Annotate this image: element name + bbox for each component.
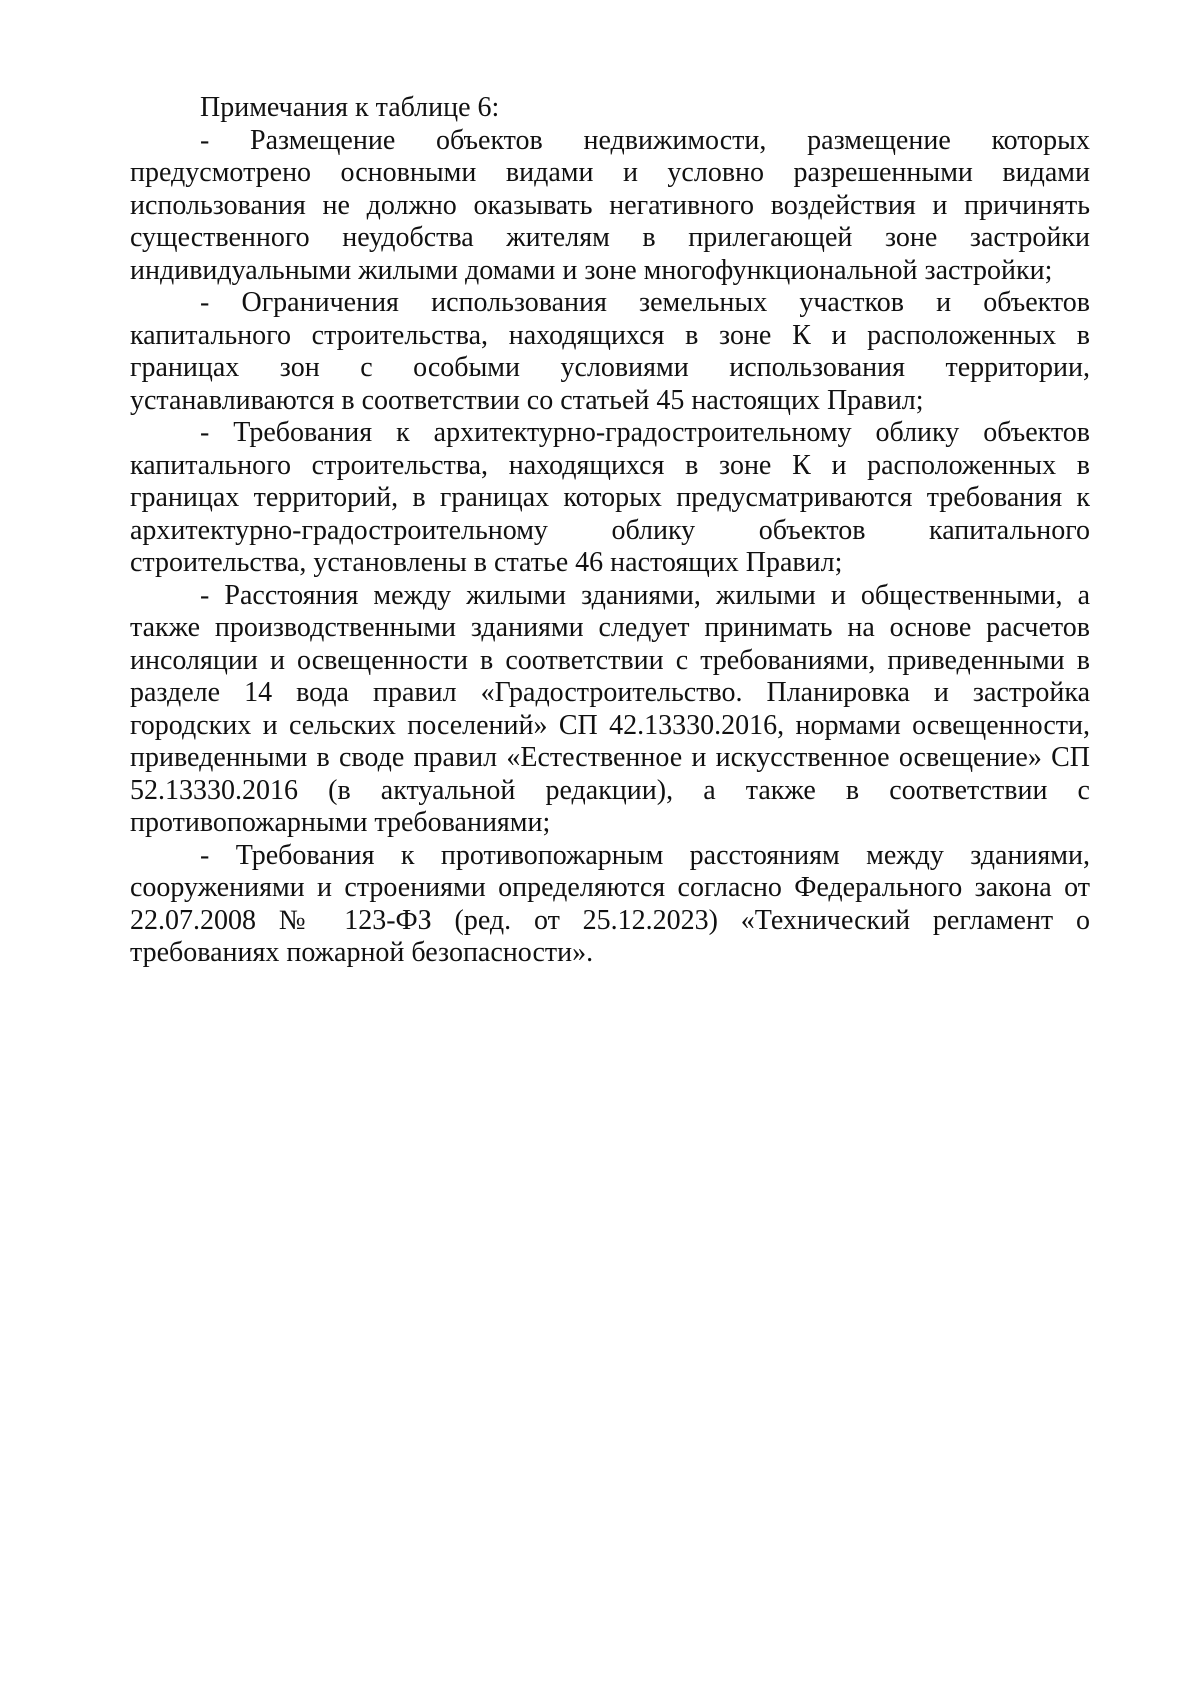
notes-text-block bbox=[130, 92, 1090, 970]
note-paragraph-4: - Расстояния между жилыми зданиями, жилыми и общественными, а также производственными зданиями следует принимать на основе расчетов инсоляции и освещенности в соответствии с требованиями, приведенными в разделе 14 вода правил «Градостроительство. Планировка и застройка городских и сельских поселений» СП 42.13330.2016, нормами освещенности, приведенными в своде правил «Естественное и искусственное освещение» СП 52.13330.2016 (в актуальной редакции), а также в соответствии с противопожарными требованиями; bbox=[130, 579, 1090, 838]
note-paragraph-3: - Требования к архитектурно-градостроительному облику объектов капитального строительства, находящихся в зоне К и расположенных в границах территорий, в границах которых предусматриваются требования к архитектурно-градостроительному облику объектов капитального строительства, установлены в статье 46 настоящих Правил; bbox=[130, 417, 1090, 578]
note-paragraph-2: - Ограничения использования земельных участков и объектов капитального строительства, находящихся в зоне К и расположенных в границах зон с особыми условиями использования территории, устанавливаются в соответствии со статьей 45 настоящих Правил; bbox=[130, 287, 1090, 416]
note-paragraph-5: - Требования к противопожарным расстояниям между зданиями, сооружениями и строениями определяются согласно Федерального закона от 22.07.2008 № 123-ФЗ (ред. от 25.12.2023) «Технический регламент о требованиях пожарной безопасности». bbox=[130, 839, 1090, 968]
note-paragraph-1: - Размещение объектов недвижимости, размещение которых предусмотрено основными видами и условно разрешенными видами использования не должно оказывать негативного воздействия и причинять существенного неудобства жителям в прилегающей зоне застройки индивидуальными жилыми домами и зоне многофункциональной застройки; bbox=[130, 124, 1090, 286]
notes-heading: Примечания к таблице 6: bbox=[200, 92, 500, 123]
